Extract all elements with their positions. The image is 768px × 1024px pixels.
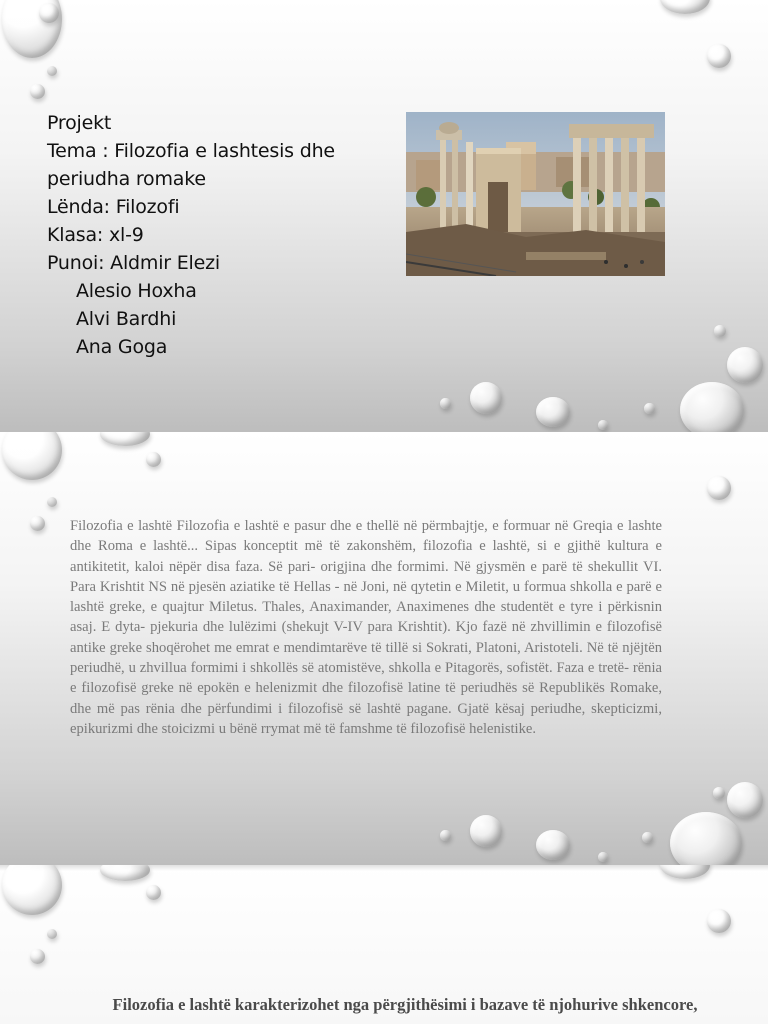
water-drop-decoration <box>2 865 62 915</box>
water-drop-decoration <box>707 44 731 68</box>
water-drop-decoration <box>707 476 731 500</box>
water-drop-decoration <box>100 432 150 446</box>
slide-ancient-philosophy <box>0 432 768 865</box>
water-drop-decoration <box>146 452 161 467</box>
slide-characteristics <box>0 865 768 1024</box>
water-drop-decoration <box>30 516 45 531</box>
water-drop-decoration <box>47 929 57 939</box>
water-drop-decoration <box>707 909 731 933</box>
ancient-philosophy-paragraph: Filozofia e lashtë Filozofia e lashtë e pasur dhe e thellë në përmbajtje, e formuar në Greqia e lashte dhe Roma e lashtë... Sipas konceptit më të zakonshëm, filozofia e lashtë, si e gjithë kultura e antikitetit, kaloi nëpër disa faza. Së pari- origjina dhe formimi. Në gjysmën e parë të shekullit VI. Para Krishtit NS në pjesën aziatike të Hellas - në Joni, në qytetin e Miletit, u formua shkolla e parë e lashtë greke, e quajtur Miletus. Thales, Anaximander, Anaximenes dhe studentët e tyre i përkisnin asaj. E dyta- pjekuria dhe lulëzimi (shekujt V-IV para Krishtit). Kjo fazë në zhvillimin e filozofisë antike greke shoqërohet me emrat e mendimtarëve të tillë si Sokrati, Platoni, Aristoteli. Në të njëjtën periudhë, u zhvillua formimi i shkollës së atomistëve, shkolla e Pitagorës, sofistët. Faza e tretë- rënia e filozofisë greke në epokën e helenizmit dhe filozofisë latine të periudhës së Republikës Romake, dhe më pas rënia dhe përfundimi i filozofisë së lashtë pagane. Gjatë kësaj periudhe, skepticizmi, epikurizmi dhe stoicizmi u bënë rrymat më të famshme të filozofisë helenistike. <box>70 518 662 737</box>
project-label: Projekt <box>47 112 112 134</box>
water-drop-decoration <box>30 84 45 99</box>
water-drop-decoration <box>642 832 653 843</box>
water-drop-decoration <box>146 885 161 900</box>
project-subject: Lënda: Filozofi <box>47 196 180 218</box>
water-drop-decoration <box>536 830 570 860</box>
roman-forum-ruins-photo <box>406 112 665 276</box>
water-drop-decoration <box>100 865 150 881</box>
water-drop-decoration <box>713 787 725 799</box>
water-drop-decoration <box>727 782 763 818</box>
water-drop-decoration <box>440 398 451 409</box>
water-drop-decoration <box>598 420 608 430</box>
water-drop-decoration <box>470 382 502 414</box>
author-name: Alvi Bardhi <box>76 308 177 330</box>
water-drop-decoration <box>644 403 655 414</box>
slide-title <box>0 0 768 432</box>
water-drop-decoration <box>536 397 570 427</box>
water-drop-decoration <box>39 3 59 23</box>
water-drop-decoration <box>670 812 742 865</box>
water-drop-decoration <box>47 497 57 507</box>
water-drop-decoration <box>470 815 502 847</box>
author-name: Ana Goga <box>76 336 168 358</box>
project-class: Klasa: xl-9 <box>47 224 144 246</box>
water-drop-decoration <box>714 325 726 337</box>
water-drop-decoration <box>660 865 710 879</box>
water-drop-decoration <box>47 66 57 76</box>
water-drop-decoration <box>2 432 62 480</box>
author-name: Alesio Hoxha <box>76 280 197 302</box>
water-drop-decoration <box>660 0 710 14</box>
project-authors-label: Punoi: Aldmir Elezi <box>47 252 220 274</box>
water-drop-decoration <box>440 830 451 841</box>
water-drop-decoration <box>30 949 45 964</box>
project-topic: Tema : Filozofia e lashtesis dhe periudha romake <box>47 140 335 190</box>
water-drop-decoration <box>680 382 744 432</box>
water-drop-decoration <box>727 347 763 383</box>
project-info <box>47 109 387 361</box>
characteristics-text: Filozofia e lashtë karakterizohet nga përgjithësimi i bazave të njohurive shkencore, <box>112 995 698 1014</box>
water-drop-decoration <box>598 852 608 862</box>
